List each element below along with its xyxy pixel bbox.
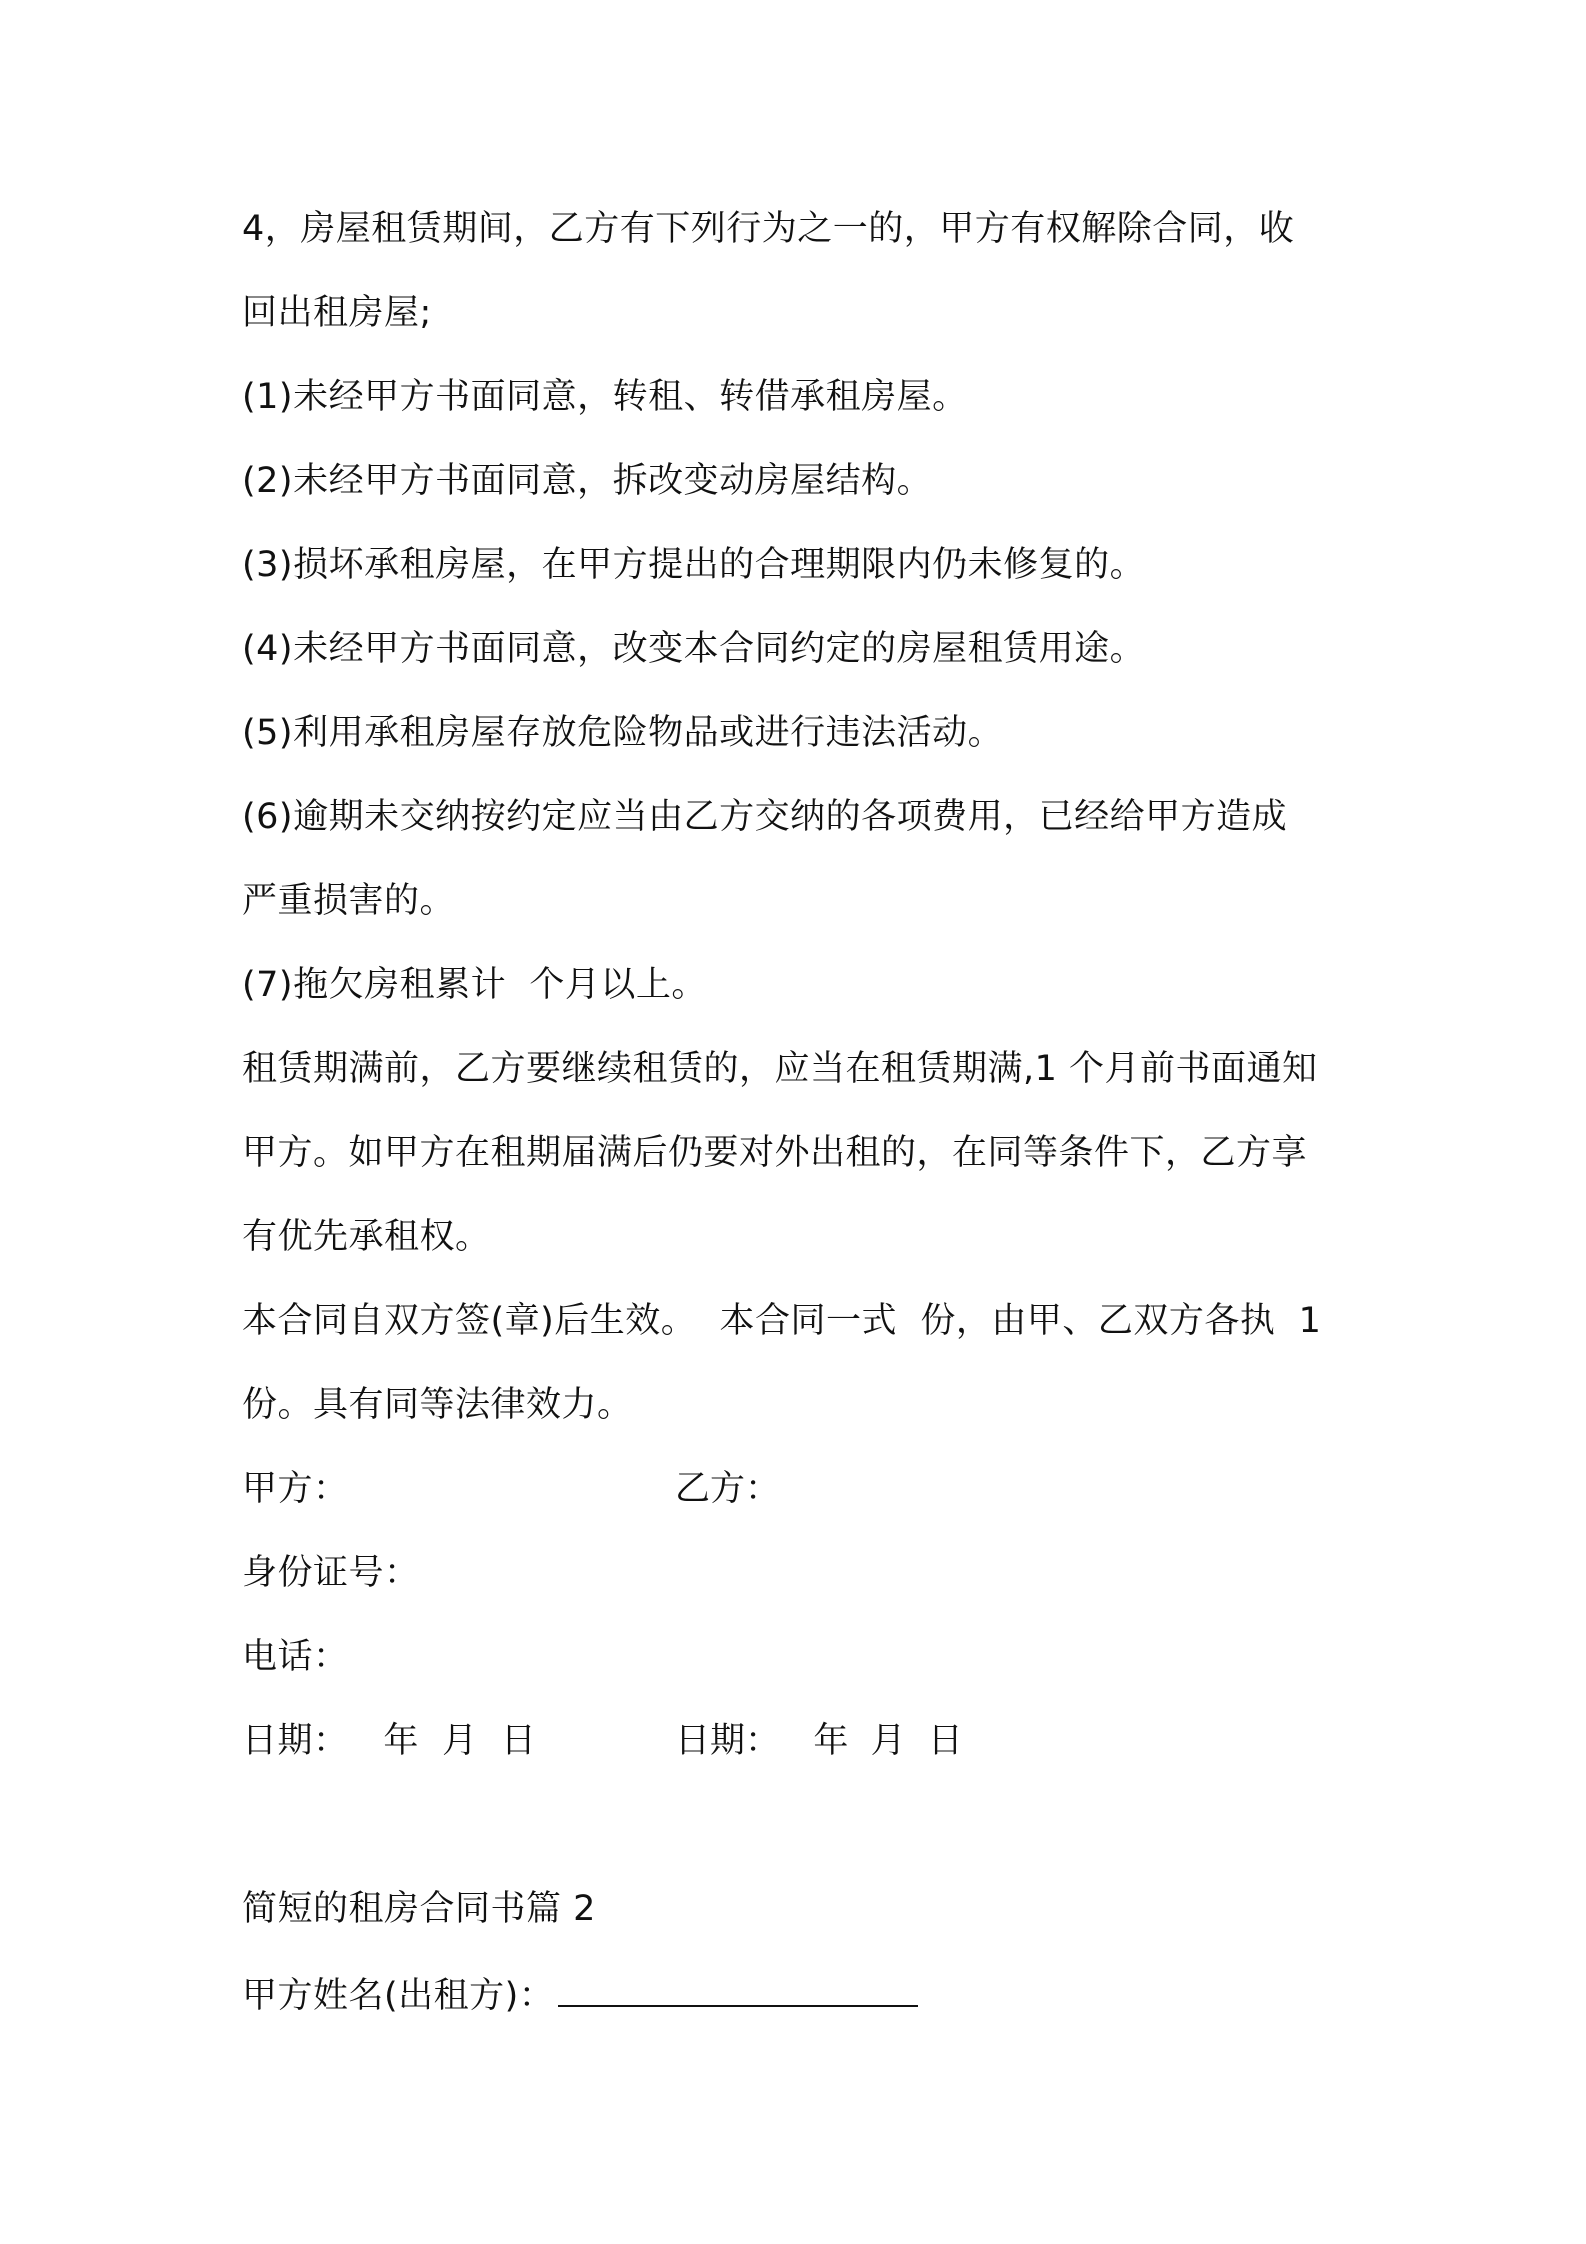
- paragraph-line: 份。具有同等法律效力。: [242, 1385, 633, 1425]
- clause-item: (4)未经甲方书面同意，改变本合同约定的房屋租赁用途。: [242, 629, 1146, 669]
- paragraph-line: 严重损害的。: [242, 881, 456, 921]
- landlord-name-label: 甲方姓名(出租方)：: [242, 1976, 555, 2016]
- id-number-label: 身份证号：: [242, 1553, 420, 1593]
- date-a-label: 日期： 年 月 日: [242, 1721, 537, 1761]
- date-b-label: 日期： 年 月 日: [675, 1721, 963, 1761]
- paragraph-line: 4，房屋租赁期间，乙方有下列行为之一的，甲方有权解除合同，收: [242, 209, 1295, 249]
- paragraph-line: 回出租房屋;: [242, 293, 432, 333]
- clause-item: (2)未经甲方书面同意，拆改变动房屋结构。: [242, 461, 933, 501]
- landlord-name-blank: [558, 1971, 918, 2007]
- clause-item: (1)未经甲方书面同意，转租、转借承租房屋。: [242, 377, 968, 417]
- party-a-label: 甲方：: [242, 1469, 349, 1509]
- party-b-label: 乙方：: [675, 1469, 781, 1509]
- paragraph-line: 甲方。如甲方在租期届满后仍要对外出租的，在同等条件下，乙方享: [242, 1133, 1308, 1173]
- clause-item: (3)损坏承租房屋，在甲方提出的合理期限内仍未修复的。: [242, 545, 1146, 585]
- clause-item: (6)逾期未交纳按约定应当由乙方交纳的各项费用，已经给甲方造成: [242, 797, 1288, 837]
- paragraph-line: 有优先承租权。: [242, 1217, 491, 1257]
- paragraph-line: 本合同自双方签(章)后生效。 本合同一式 份，由甲、乙双方各执 1: [242, 1301, 1322, 1341]
- section-title: 简短的租房合同书篇 2: [242, 1889, 596, 1929]
- clause-item: (7)拖欠房租累计 个月以上。: [242, 965, 707, 1005]
- landlord-name-field: [242, 1971, 918, 2018]
- paragraph-line: 租赁期满前，乙方要继续租赁的，应当在租赁期满,1 个月前书面通知: [242, 1049, 1318, 1089]
- clause-item: (5)利用承租房屋存放危险物品或进行违法活动。: [242, 713, 1004, 753]
- phone-label: 电话：: [242, 1637, 349, 1677]
